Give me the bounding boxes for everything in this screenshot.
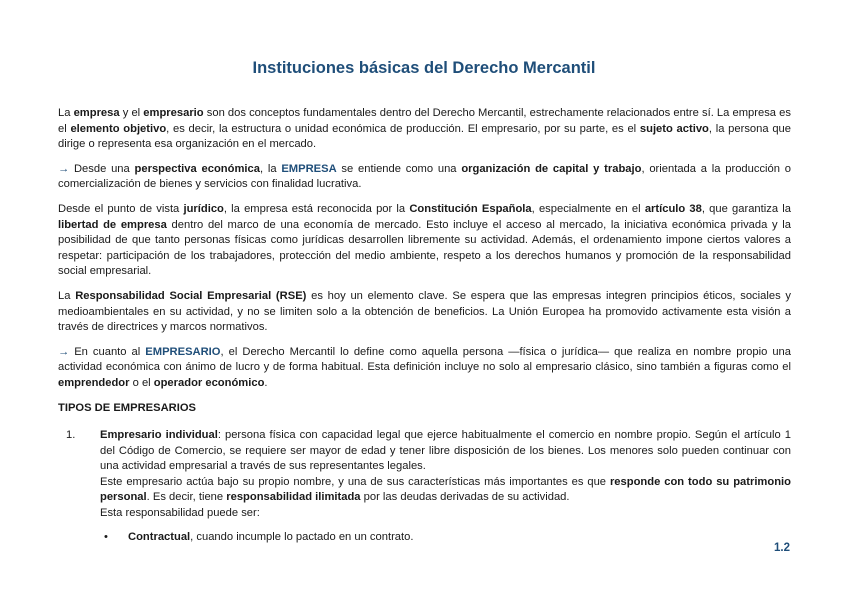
bold-term: sujeto activo: [639, 122, 709, 135]
bold-term: operador económico: [153, 376, 265, 389]
list-item-line: [100, 475, 791, 506]
text: Desde una: [69, 162, 135, 175]
list-number: 1.: [66, 429, 76, 442]
bullet-icon: •: [104, 530, 108, 543]
page-title: Instituciones básicas del Derecho Mercantil: [252, 59, 596, 77]
text: , especialmente en el: [531, 202, 645, 215]
paragraph-empresario: [58, 345, 791, 392]
text: , orientada a la producción o comercialización de bienes y servicios con finalidad lucrativa.: [58, 162, 791, 191]
bold-term: Constitución Española: [409, 202, 532, 215]
paragraph-rse: [58, 289, 791, 336]
paragraph-intro: [58, 106, 791, 153]
arrow-icon: →: [58, 345, 70, 358]
text: dentro del marco de una economía de mercado. Esto incluye el acceso al mercado, la iniciativa económica privada y la posibilidad de que tanto personas físicas como jurídicas desarrollen libremente su actividad. Además, el ordenamiento impone ciertos valores a respetar: participación de los trabajadores, protección del medio ambiente, respeto a los derechos humanos y promoción de la responsabilidad social empresarial.: [58, 218, 791, 278]
text: En cuanto al: [69, 345, 146, 358]
section-heading: TIPOS DE EMPRESARIOS: [58, 401, 197, 414]
text: . Es decir, tiene: [146, 491, 227, 504]
list-item-content: [100, 428, 791, 522]
bold-term: Contractual: [128, 530, 191, 543]
bold-term: empresa: [73, 107, 120, 119]
text: por las deudas derivadas de su actividad.: [360, 491, 570, 504]
text: : persona física con capacidad legal que ejerce habitualmente el comercio en nombre propio. Según el artículo 1 del Código de Comercio, se requiere ser mayor de edad y tener libre disposición de los bienes. Los menores solo pueden continuar con una actividad empresarial a través de sus representantes legales.: [100, 429, 791, 473]
bold-term: perspectiva económica: [134, 162, 260, 175]
paragraph-legal-perspective: [58, 202, 791, 280]
text: La: [58, 289, 76, 302]
bullet-item: [58, 530, 791, 546]
text: y el: [119, 107, 144, 119]
text: son dos conceptos fundamentales dentro del Derecho Mercantil, estrechamente relacionados entre sí. La empresa es el: [58, 107, 791, 135]
bold-term: organización de capital y trabajo: [461, 162, 642, 175]
text: , que garantiza la: [701, 202, 791, 215]
page-number: 1.2: [774, 542, 790, 554]
document-body: [58, 106, 791, 545]
text: o el: [129, 376, 154, 389]
text: , la persona que dirige o representa esa organización en el mercado.: [58, 122, 791, 151]
list-item: [58, 428, 791, 522]
text: .: [264, 376, 268, 389]
text: , cuando incumple lo pactado en un contrato.: [190, 530, 414, 543]
list-item-line: [100, 428, 791, 475]
bold-term: responsabilidad ilimitada: [226, 491, 361, 504]
text: es hoy un elemento clave. Se espera que las empresas integren principios éticos, sociales y medioambientales en su actividad, y no se limiten solo a la obtención de beneficios. La Unión Europea ha promovido activamente esta visión a través de directrices y marcos normativos.: [58, 289, 791, 334]
text: Desde el punto de vista: [58, 202, 184, 215]
paragraph-economic-perspective: [58, 162, 791, 193]
bullet-content: [128, 530, 413, 546]
bold-term: Empresario individual: [100, 429, 218, 442]
arrow-icon: →: [58, 162, 70, 175]
text: Este empresario actúa bajo su propio nombre, y una de sus características más importantes es que: [100, 475, 610, 488]
highlight-term: EMPRESARIO: [145, 345, 221, 358]
text: La: [58, 107, 74, 119]
bold-term: empresario: [143, 107, 204, 119]
bold-term: emprendedor: [58, 376, 130, 389]
text: , la empresa está reconocida por la: [223, 202, 410, 215]
bold-term: jurídico: [183, 202, 224, 215]
bold-term: elemento objetivo: [70, 122, 167, 135]
text: , es decir, la estructura o unidad económica de producción. El empresario, por su parte, es el: [166, 122, 640, 135]
list-item-line: Esta responsabilidad puede ser:: [100, 507, 260, 520]
text: , la: [259, 162, 282, 175]
bold-term: responde con todo su patrimonio personal: [100, 475, 791, 504]
text: , el Derecho Mercantil lo define como aquella persona —física o jurídica— que realiza en nombre propio una actividad económica con ánimo de lucro y de forma habitual. Esta definición incluye no solo al empresario clásico, sino también a figuras como el: [58, 345, 792, 374]
bold-term: artículo 38: [644, 202, 702, 215]
bold-term: libertad de empresa: [58, 218, 167, 231]
bold-term: Responsabilidad Social Empresarial (RSE): [75, 289, 307, 302]
text: se entiende como una: [336, 162, 462, 175]
highlight-term: EMPRESA: [281, 162, 337, 175]
